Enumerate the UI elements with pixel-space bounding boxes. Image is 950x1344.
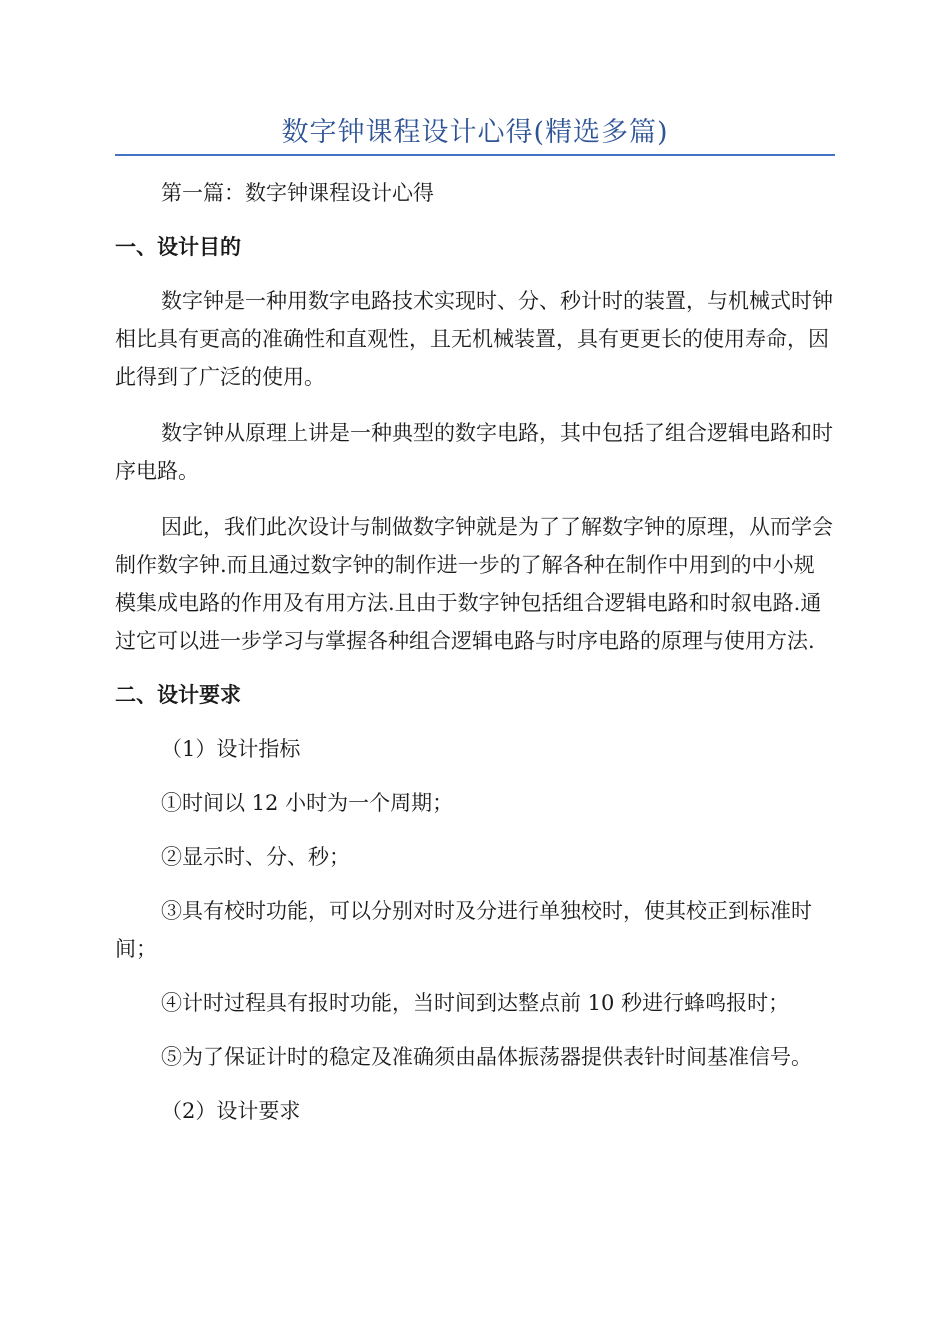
list-item: ②显示时、分、秒；	[161, 845, 350, 869]
document-title: 数字钟课程设计心得(精选多篇)	[281, 117, 669, 148]
sub-heading: （2）设计要求	[161, 1099, 301, 1123]
paragraph: 数字钟是一种用数字电路技术实现时、分、秒计时的装置，与机械式时钟相比具有更高的准确性和直观性，且无机械装置，具有更更长的使用寿命，因此得到了广泛的使用。	[115, 289, 833, 389]
list-item: ⑤为了保证计时的稳定及准确须由晶体振荡器提供表针时间基准信号。	[161, 1045, 812, 1069]
list-item: ④计时过程具有报时功能，当时间到达整点前 10 秒进行蜂鸣报时；	[161, 991, 790, 1015]
document-body	[115, 174, 835, 1130]
paragraph: 因此，我们此次设计与制做数字钟就是为了了解数字钟的原理，从而学会制作数字钟.而且通过数字钟的制作进一步的了解各种在制作中用到的中小规模集成电路的作用及有用方法.且由于数字钟包括组合逻辑电路和时叙电路.通过它可以进一步学习与掌握各种组合逻辑电路与时序电路的原理与使用方法.	[115, 515, 833, 653]
section-heading-purpose: 一、设计目的	[115, 235, 241, 259]
title-underline	[115, 154, 835, 156]
list-item: ①时间以 12 小时为一个周期；	[161, 791, 454, 815]
subtitle: 第一篇：数字钟课程设计心得	[161, 181, 434, 205]
sub-heading: （1）设计指标	[161, 737, 301, 761]
paragraph: 数字钟从原理上讲是一种典型的数字电路，其中包括了组合逻辑电路和时序电路。	[115, 421, 833, 483]
section-heading-requirements: 二、设计要求	[115, 683, 241, 707]
list-item: ③具有校时功能，可以分别对时及分进行单独校时，使其校正到标准时间；	[115, 899, 812, 961]
